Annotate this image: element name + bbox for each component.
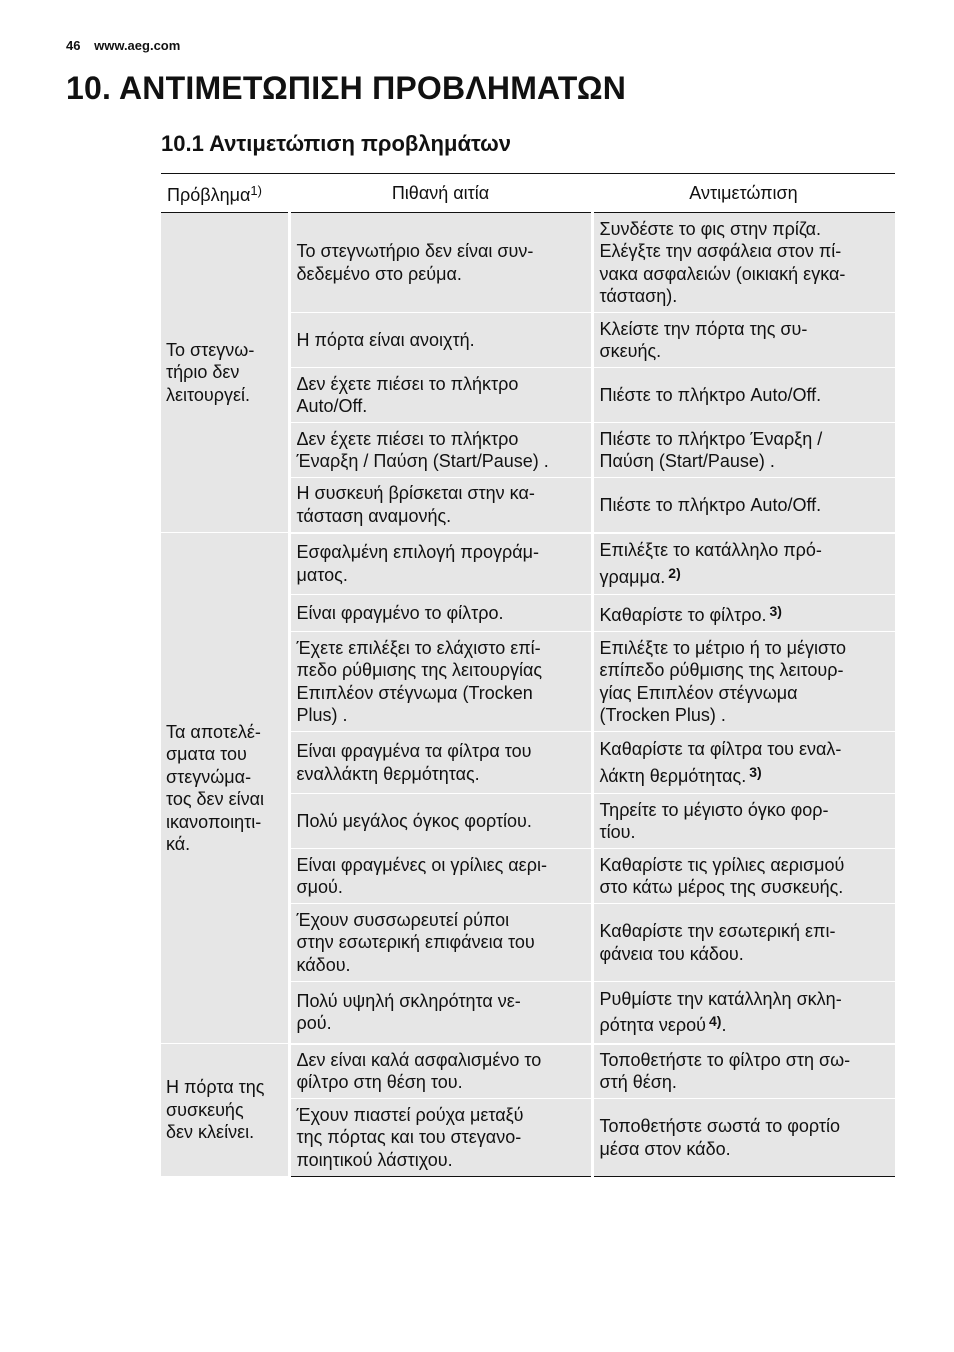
- remedy-cell: Πιέστε το πλήκτρο Auto/Off.: [592, 478, 895, 533]
- table-row: [161, 213, 895, 313]
- section-title: [161, 131, 511, 157]
- cause-cell: Έχουν συσσωρευτεί ρύποι στην εσωτερική επιφάνεια του κάδου.: [289, 904, 592, 982]
- cause-cell: Είναι φραγμένα τα φίλτρα του εναλλάκτη θερμότητας.: [289, 732, 592, 794]
- cause-cell: Το στεγνωτήριο δεν είναι συν- δεδεμένο στο ρεύμα.: [289, 213, 592, 313]
- remedy-cell: Συνδέστε το φις στην πρίζα. Ελέγξτε την ασφάλεια στον πί- νακα ασφαλειών (οικιακή εγκα- τάσταση).: [592, 213, 895, 313]
- footnote-ref: 4): [709, 1013, 722, 1030]
- table-row: [161, 1044, 895, 1099]
- troubleshooting-table: [161, 173, 895, 1177]
- column-header-problem: Πρόβλημα$^{1)}$: [161, 174, 289, 213]
- chapter-title: [66, 70, 626, 107]
- cause-cell: Δεν είναι καλά ασφαλισμένο το φίλτρο στη θέση του.: [289, 1044, 592, 1099]
- remedy-cell: Τοποθετήστε σωστά το φορτίο μέσα στον κάδο.: [592, 1099, 895, 1177]
- remedy-cell: Ρυθμίστε την κατάλληλη σκλη- ρότητα νερού $^{4)}$.: [592, 982, 895, 1044]
- cause-cell: Η συσκευή βρίσκεται στην κα- τάσταση αναμονής.: [289, 478, 592, 533]
- footnote-ref: 2): [668, 564, 681, 581]
- cause-cell: Δεν έχετε πιέσει το πλήκτρο Έναρξη / Παύση (Start/Pause) .: [289, 423, 592, 478]
- section-number: 10.1: [161, 131, 204, 156]
- remedy-cell: Τηρείτε το μέγιστο όγκο φορ- τίου.: [592, 794, 895, 849]
- chapter-title-text: ΑΝΤΙΜΕΤΩΠΙΣΗ ΠΡΟΒΛΗΜΑΤΩΝ: [119, 70, 627, 106]
- remedy-cell: Τοποθετήστε το φίλτρο στη σω- στή θέση.: [592, 1044, 895, 1099]
- remedy-cell: Κλείστε την πόρτα της συ- σκευής.: [592, 313, 895, 368]
- footnote-ref: 3): [769, 602, 782, 619]
- remedy-cell: Καθαρίστε την εσωτερική επι- φάνεια του κάδου.: [592, 904, 895, 982]
- remedy-cell: Επιλέξτε το μέτριο ή το μέγιστο επίπεδο ρύθμισης της λειτουρ- γίας Επιπλέον στέγνωμα (Trocken Plus) .: [592, 632, 895, 732]
- cause-cell: Δεν έχετε πιέσει το πλήκτρο Auto/Off.: [289, 368, 592, 423]
- cause-cell: Πολύ υψηλή σκληρότητα νε- ρού.: [289, 982, 592, 1044]
- cause-cell: Είναι φραγμένες οι γρίλιες αερι- σμού.: [289, 849, 592, 904]
- page-number: 46: [66, 38, 81, 53]
- cause-cell: Πολύ μεγάλος όγκος φορτίου.: [289, 794, 592, 849]
- table-row: [161, 533, 895, 595]
- chapter-number: 10.: [66, 70, 112, 106]
- remedy-cell: Καθαρίστε το φίλτρο. $^{3)}$: [592, 595, 895, 632]
- column-header-cause: Πιθανή αιτία: [289, 174, 592, 213]
- section-title-text: Αντιμετώπιση προβλημάτων: [209, 131, 512, 156]
- cause-cell: Η πόρτα είναι ανοιχτή.: [289, 313, 592, 368]
- problem-cell: Το στεγνω- τήριο δεν λειτουργεί.: [161, 213, 289, 533]
- remedy-cell: Πιέστε το πλήκτρο Έναρξη / Παύση (Start/Pause) .: [592, 423, 895, 478]
- remedy-cell: Επιλέξτε το κατάλληλο πρό- γραμμα. $^{2)}$: [592, 533, 895, 595]
- cause-cell: Έχετε επιλέξει το ελάχιστο επί- πεδο ρύθμισης της λειτουργίας Επιπλέον στέγνωμα (Trocken Plus) .: [289, 632, 592, 732]
- table-header-row: [161, 174, 895, 213]
- problem-cell: Τα αποτελέ- σματα του στεγνώμα- τος δεν είναι ικανοποιητι- κά.: [161, 533, 289, 1044]
- column-header-remedy: Αντιμετώπιση: [592, 174, 895, 213]
- remedy-tail: .: [721, 1015, 727, 1036]
- cause-cell: Είναι φραγμένο το φίλτρο.: [289, 595, 592, 632]
- remedy-cell: Πιέστε το πλήκτρο Auto/Off.: [592, 368, 895, 423]
- footnote-ref: 3): [749, 763, 762, 780]
- table-body: [161, 213, 895, 1177]
- cause-cell: Εσφαλμένη επιλογή προγράμ- ματος.: [289, 533, 592, 595]
- page-header: [66, 38, 180, 53]
- problem-cell: Η πόρτα της συσκευής δεν κλείνει.: [161, 1044, 289, 1177]
- cause-cell: Έχουν πιαστεί ρούχα μεταξύ της πόρτας και του στεγανο- ποιητικού λάστιχου.: [289, 1099, 592, 1177]
- site-url: www.aeg.com: [94, 38, 181, 53]
- remedy-cell: Καθαρίστε τις γρίλιες αερισμού στο κάτω μέρος της συσκευής.: [592, 849, 895, 904]
- remedy-cell: Καθαρίστε τα φίλτρα του εναλ- λάκτη θερμότητας. $^{3)}$: [592, 732, 895, 794]
